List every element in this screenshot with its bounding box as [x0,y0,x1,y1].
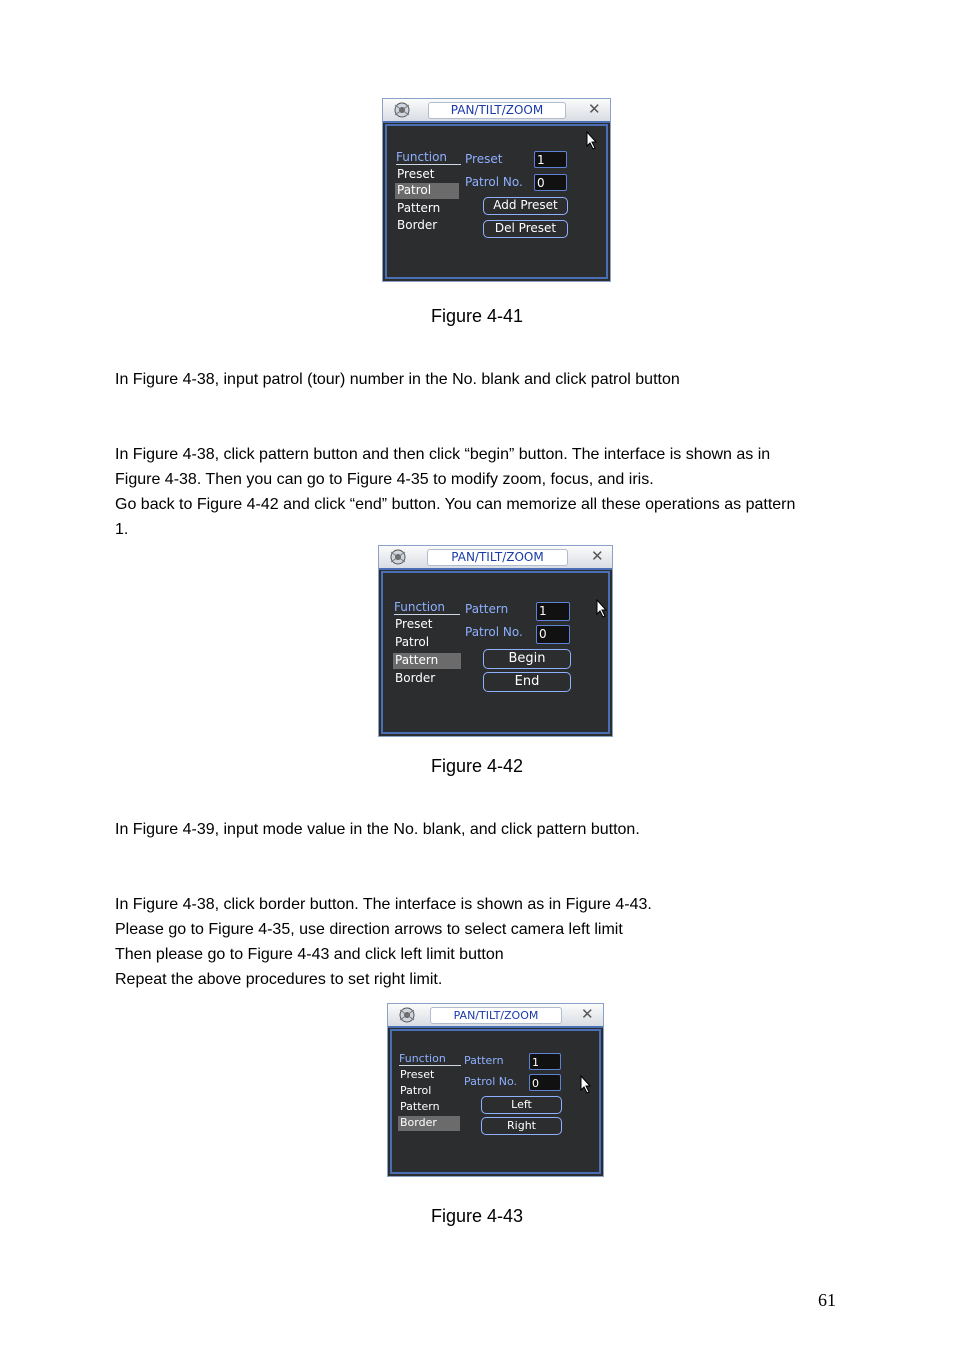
pattern-input[interactable]: 1 [529,1053,561,1070]
menu-item-pattern[interactable]: Pattern [400,1100,440,1113]
dialog-title: PAN/TILT/ZOOM [428,102,566,119]
menu-item-preset[interactable]: Preset [400,1068,435,1081]
menu-item-patrol[interactable]: Patrol [395,183,459,199]
menu-item-border[interactable]: Border [398,1116,460,1131]
patrol-no-label: Patrol No. [465,175,523,189]
add-preset-button[interactable]: Add Preset [483,197,568,215]
del-preset-button[interactable]: Del Preset [483,220,568,238]
figure-caption: Figure 4-42 [430,756,524,776]
paragraph: In Figure 4-39, input mode value in the No. blank, and click pattern button. [115,821,640,838]
close-icon[interactable]: ✕ [581,1005,594,1023]
pattern-label: Pattern [465,602,509,616]
figure-caption: Figure 4-43 [430,1206,524,1226]
patrol-no-label: Patrol No. [465,625,523,639]
patrol-no-input[interactable]: 0 [536,625,570,644]
dialog-titlebar [383,99,610,123]
preset-input[interactable]: 1 [534,151,567,168]
pattern-label: Pattern [464,1054,504,1067]
mouse-cursor-icon [586,131,598,151]
ptz-dialog-figure-4-41 [382,98,611,282]
mouse-cursor-icon [580,1075,592,1095]
close-icon[interactable]: ✕ [591,547,604,565]
preset-label: Preset [465,152,503,166]
dialog-title: PAN/TILT/ZOOM [427,549,568,566]
left-limit-button[interactable]: Left [481,1096,562,1114]
menu-header: Function [394,600,460,615]
paragraph-line: In Figure 4-38, click border button. The interface is shown as in Figure 4-43. [115,896,652,913]
pattern-input[interactable]: 1 [536,602,570,621]
menu-item-preset[interactable]: Preset [397,167,435,181]
paragraph-line: Then please go to Figure 4-43 and click left limit button [115,946,504,963]
menu-header: Function [399,1052,461,1066]
menu-header: Function [396,150,461,165]
patrol-no-label: Patrol No. [464,1075,518,1088]
menu-item-patrol[interactable]: Patrol [400,1084,432,1097]
dialog-titlebar [379,546,612,570]
begin-button[interactable]: Begin [483,649,571,669]
paragraph-line: Repeat the above procedures to set right limit. [115,971,443,988]
patrol-no-input[interactable]: 0 [534,174,567,191]
paragraph-line: In Figure 4-38, click pattern button and then click “begin” button. The interface is shown as in [115,446,771,463]
paragraph-line: Go back to Figure 4-42 and click “end” button. You can memorize all these operations as pattern [115,496,796,513]
menu-item-patrol[interactable]: Patrol [395,635,430,649]
paragraph-line: 1. [115,521,129,538]
patrol-no-input[interactable]: 0 [529,1074,561,1091]
menu-item-pattern[interactable]: Pattern [397,201,441,215]
ptz-logo-icon [396,1006,418,1024]
end-button[interactable]: End [483,672,571,692]
right-limit-button[interactable]: Right [481,1117,562,1135]
ptz-logo-icon [391,101,413,119]
menu-item-border[interactable]: Border [395,671,436,685]
mouse-cursor-icon [596,599,608,619]
close-icon[interactable]: ✕ [588,100,601,118]
ptz-dialog-figure-4-43 [387,1003,604,1177]
ptz-logo-icon [387,548,409,566]
dialog-title: PAN/TILT/ZOOM [430,1007,562,1024]
menu-item-pattern[interactable]: Pattern [393,653,461,669]
menu-item-preset[interactable]: Preset [395,617,433,631]
paragraph: In Figure 4-38, input patrol (tour) number in the No. blank and click patrol button [115,371,680,388]
figure-caption: Figure 4-41 [430,306,524,326]
paragraph-line: Please go to Figure 4-35, use direction arrows to select camera left limit [115,921,623,938]
dialog-titlebar [388,1004,603,1028]
page-number: 61 [818,1290,836,1310]
ptz-dialog-figure-4-42 [378,545,613,737]
menu-item-border[interactable]: Border [397,218,438,232]
paragraph-line: Figure 4-38. Then you can go to Figure 4-35 to modify zoom, focus, and iris. [115,471,654,488]
